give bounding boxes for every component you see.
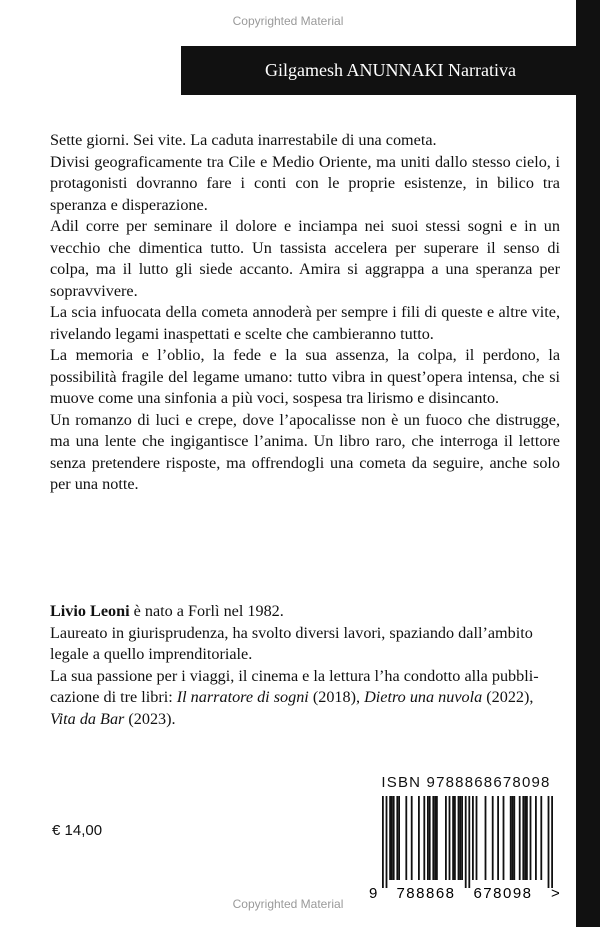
book-title: Vita da Bar — [50, 709, 125, 728]
series-title: Gilgamesh ANUNNAKI Narrativa — [265, 60, 516, 80]
barcode-bar — [548, 796, 550, 888]
barcode-bar — [476, 796, 478, 880]
barcode-bar — [468, 796, 470, 888]
barcode-bar — [434, 796, 436, 880]
barcode-bar — [522, 796, 524, 880]
barcode-bar — [459, 796, 461, 880]
barcode-bar — [382, 796, 384, 888]
barcode-bar — [398, 796, 400, 880]
isbn-label: ISBN 9788868678098 — [381, 774, 551, 791]
blurb-paragraph: La memoria e l’oblio, la fede e la sua assenza, la colpa, il perdono, la possibilità fragile del legame umano: tutto vibra in quest’opera intensa, che si muove come una sinfonia a più voci, sospesa tra lirismo e disincanto. — [50, 346, 560, 407]
author-bio-line: La sua passione per i viaggi, il cinema e la lettura l’ha condotto alla pubblicazione di tre libri: Il narratore di sogni (2018), Dietro una nuvola (2022), Vita da Bar (2023). — [50, 666, 539, 728]
barcode-bar — [535, 796, 537, 880]
blurb-paragraph: Adil corre per seminare il dolore e inciampa nei suoi stessi sogni e in un vecchio che dimentica tutto. Un tassista accelera per superare il senso di colpa, ma il lutto gli siede accanto. Amira si aggrappa a una speranza per sopravvivere. — [50, 217, 560, 300]
watermark-top: Copyrighted Material — [232, 14, 344, 28]
barcode-bar — [530, 796, 532, 880]
cover-spine-edge — [576, 0, 600, 927]
barcode-bar — [393, 796, 395, 880]
barcode-end-mark: > — [551, 885, 560, 900]
barcode-bar — [492, 796, 494, 880]
barcode-digits-right: 678098 — [473, 885, 533, 900]
barcode-bar — [465, 796, 467, 888]
price-label: € 14,00 — [52, 822, 103, 839]
author-bio-line: Livio Leoni è nato a Forlì nel 1982. — [50, 602, 284, 620]
barcode-bar — [454, 796, 456, 880]
barcode-bar — [391, 796, 393, 880]
barcode-bars — [382, 796, 553, 888]
blurb-paragraph: Un romanzo di luci e crepe, dove l’apocalisse non è un fuoco che distrugge, ma una lente che ingigantisce l’anima. Un libro raro, che interroga il lettore senza pretendere risposte, ma offrendogli una cometa da seguire, anche solo per una notte. — [50, 410, 560, 493]
back-cover-blurb — [50, 130, 560, 496]
barcode-bar — [540, 796, 542, 880]
barcode-bar — [429, 796, 431, 880]
blurb-paragraph: La scia infuocata della cometa annoderà per sempre i fili di queste e altre vite, rivelando legami inaspettati e scelte che cambieranno tutto. — [50, 303, 560, 343]
barcode-digits-left: 788868 — [396, 885, 456, 900]
barcode-bar — [452, 796, 454, 880]
barcode-bar — [458, 796, 460, 880]
barcode-bar — [512, 796, 514, 880]
barcode-bar — [510, 796, 512, 880]
barcode-bar — [432, 796, 434, 880]
book-title: Dietro una nuvola — [364, 688, 483, 706]
barcode-bar — [503, 796, 505, 880]
barcode-bar — [519, 796, 521, 880]
book-title: Il narratore di sogni — [176, 688, 309, 706]
barcode-bar — [423, 796, 425, 880]
blurb-paragraph: Sette giorni. Sei vite. La caduta inarrestabile di una cometa. — [50, 131, 437, 149]
barcode-bar — [449, 796, 451, 880]
barcode-digit-first: 9 — [369, 885, 378, 900]
barcode-bar — [485, 796, 487, 880]
author-bio — [50, 601, 560, 730]
blurb-paragraph: Divisi geograficamente tra Cile e Medio Oriente, ma uniti dallo stesso cielo, i protagonisti dovranno fare i conti con le proprie esistenze, in bilico tra speranza e disperazione. — [50, 152, 560, 214]
author-bio-line: Laureato in giurisprudenza, ha svolto diversi lavori, spaziando dall’ambito legale a quello imprenditoriale. — [50, 623, 533, 663]
author-name: Livio Leoni — [50, 602, 130, 620]
barcode-bar — [411, 796, 413, 880]
series-banner — [181, 46, 600, 95]
barcode-bar — [386, 796, 388, 888]
barcode-bar — [405, 796, 407, 880]
barcode-bar — [418, 796, 420, 880]
barcode-bar — [396, 796, 398, 880]
watermark-bottom: Copyrighted Material — [232, 897, 344, 911]
barcode-bar — [526, 796, 528, 880]
barcode-bar — [461, 796, 463, 880]
barcode-bar — [427, 796, 429, 880]
barcode-bar — [445, 796, 447, 880]
barcode-bar — [389, 796, 391, 880]
barcode-bar — [472, 796, 474, 880]
isbn-barcode — [368, 794, 568, 900]
barcode-bar — [551, 796, 553, 888]
barcode-bar — [497, 796, 499, 880]
barcode-bar — [513, 796, 515, 880]
barcode-bar — [524, 796, 526, 880]
barcode-bar — [436, 796, 438, 880]
